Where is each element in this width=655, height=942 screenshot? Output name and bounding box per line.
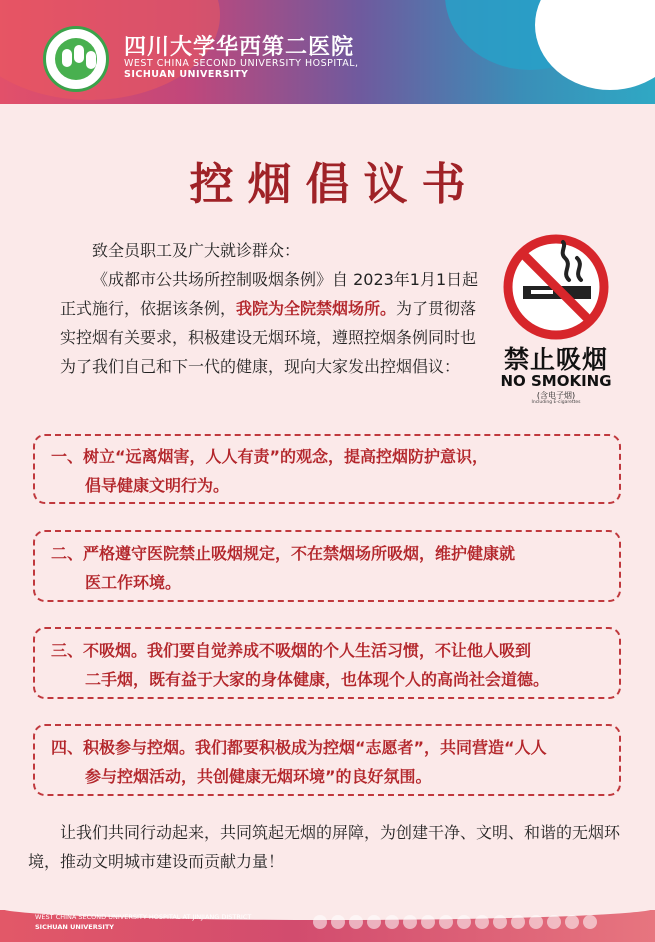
proposal-text: 树立“远离烟害，人人有责”的观念，提高控烟防护意识， [83,447,489,466]
proposal-box-1 [33,434,621,504]
proposal-text: 不吸烟。我们要自觉养成不吸烟的个人生活习惯，不让他人吸到 [83,641,532,660]
hospital-name-en: WEST CHINA SECOND UNIVERSITY HOSPITAL, [124,58,359,69]
decorative-icon [331,915,345,929]
proposal-box-3 [33,627,621,699]
proposal-number: 三、 [51,641,84,660]
no-smoking-icon [501,232,611,342]
hospital-name-cn: 四川大学华西第二医院 [124,35,355,60]
decorative-icon [439,915,453,929]
intro-text [60,236,480,381]
decorative-icon [565,915,579,929]
decorative-icon [403,915,417,929]
closing-text [28,818,628,876]
no-smoking-label-en: NO SMOKING [500,372,612,390]
decorative-icon [349,915,363,929]
intro-paragraph [60,265,480,381]
hospital-logo [43,26,109,92]
proposal-box-2 [33,530,621,602]
proposal-text-continued: 倡导健康文明行为。 [85,476,230,495]
intro-text-start: 《成都市公共场所控制吸烟条例》自 2023年1月1日起正式施行，依据该条例， [60,270,479,318]
proposal-text-continued: 参与控烟活动，共创健康无烟环境”的良好氛围。 [85,767,432,786]
intro-highlight: 我院为全院禁烟场所。 [236,299,397,318]
decorative-icon [457,915,471,929]
decorative-icon [421,915,435,929]
intro-text-end: 为了贯彻落实控烟有关要求，积极建设无烟环境，遵照控烟条例同时也为了我们自己和下一代的健康，现向大家发出控烟倡议： [60,299,477,376]
decorative-icon [547,915,561,929]
proposal-text: 积极参与控烟。我们都要积极成为控烟“志愿者”，共同营造“人人 [83,738,547,757]
proposal-number: 一、 [51,447,84,466]
footer-university-name: SICHUAN UNIVERSITY [35,923,114,931]
decorative-icon [367,915,381,929]
greeting: 致全员职工及广大就诊群众： [92,241,301,260]
decorative-icon [583,915,597,929]
no-smoking-note-en: Including E-cigarettes [531,400,581,405]
proposal-text-continued: 二手烟，既有益于大家的身体健康，也体现个人的高尚社会道德。 [85,670,550,689]
footer-icon-row [313,915,597,929]
decorative-icon [385,915,399,929]
proposal-text-continued: 医工作环境。 [85,573,182,592]
no-smoking-sign [500,232,612,405]
decorative-icon [529,915,543,929]
proposal-number: 二、 [51,544,84,563]
footer-hospital-name: WEST CHINA SECOND UNIVERSITY HOSPITAL AT JINJIANG DISTRICT [35,913,252,921]
no-smoking-label-cn: 禁止吸烟 [503,345,608,374]
decorative-icon [313,915,327,929]
decorative-icon [493,915,507,929]
proposal-box-4 [33,724,621,796]
closing-paragraph: 让我们共同行动起来，共同筑起无烟的屏障，为创建干净、文明、和谐的无烟环境，推动文明城市建设而贡献力量！ [28,823,621,871]
header-decoration [535,0,655,90]
decorative-icon [511,915,525,929]
no-smoking-note-cn: (含电子烟) [536,391,576,400]
hospital-name-en-university: SICHUAN UNIVERSITY [124,69,249,80]
decorative-icon [475,915,489,929]
page-title: 控烟倡议书 [189,159,480,210]
proposal-number: 四、 [51,738,84,757]
proposal-text: 严格遵守医院禁止吸烟规定，不在禁烟场所吸烟，维护健康就 [83,544,516,563]
